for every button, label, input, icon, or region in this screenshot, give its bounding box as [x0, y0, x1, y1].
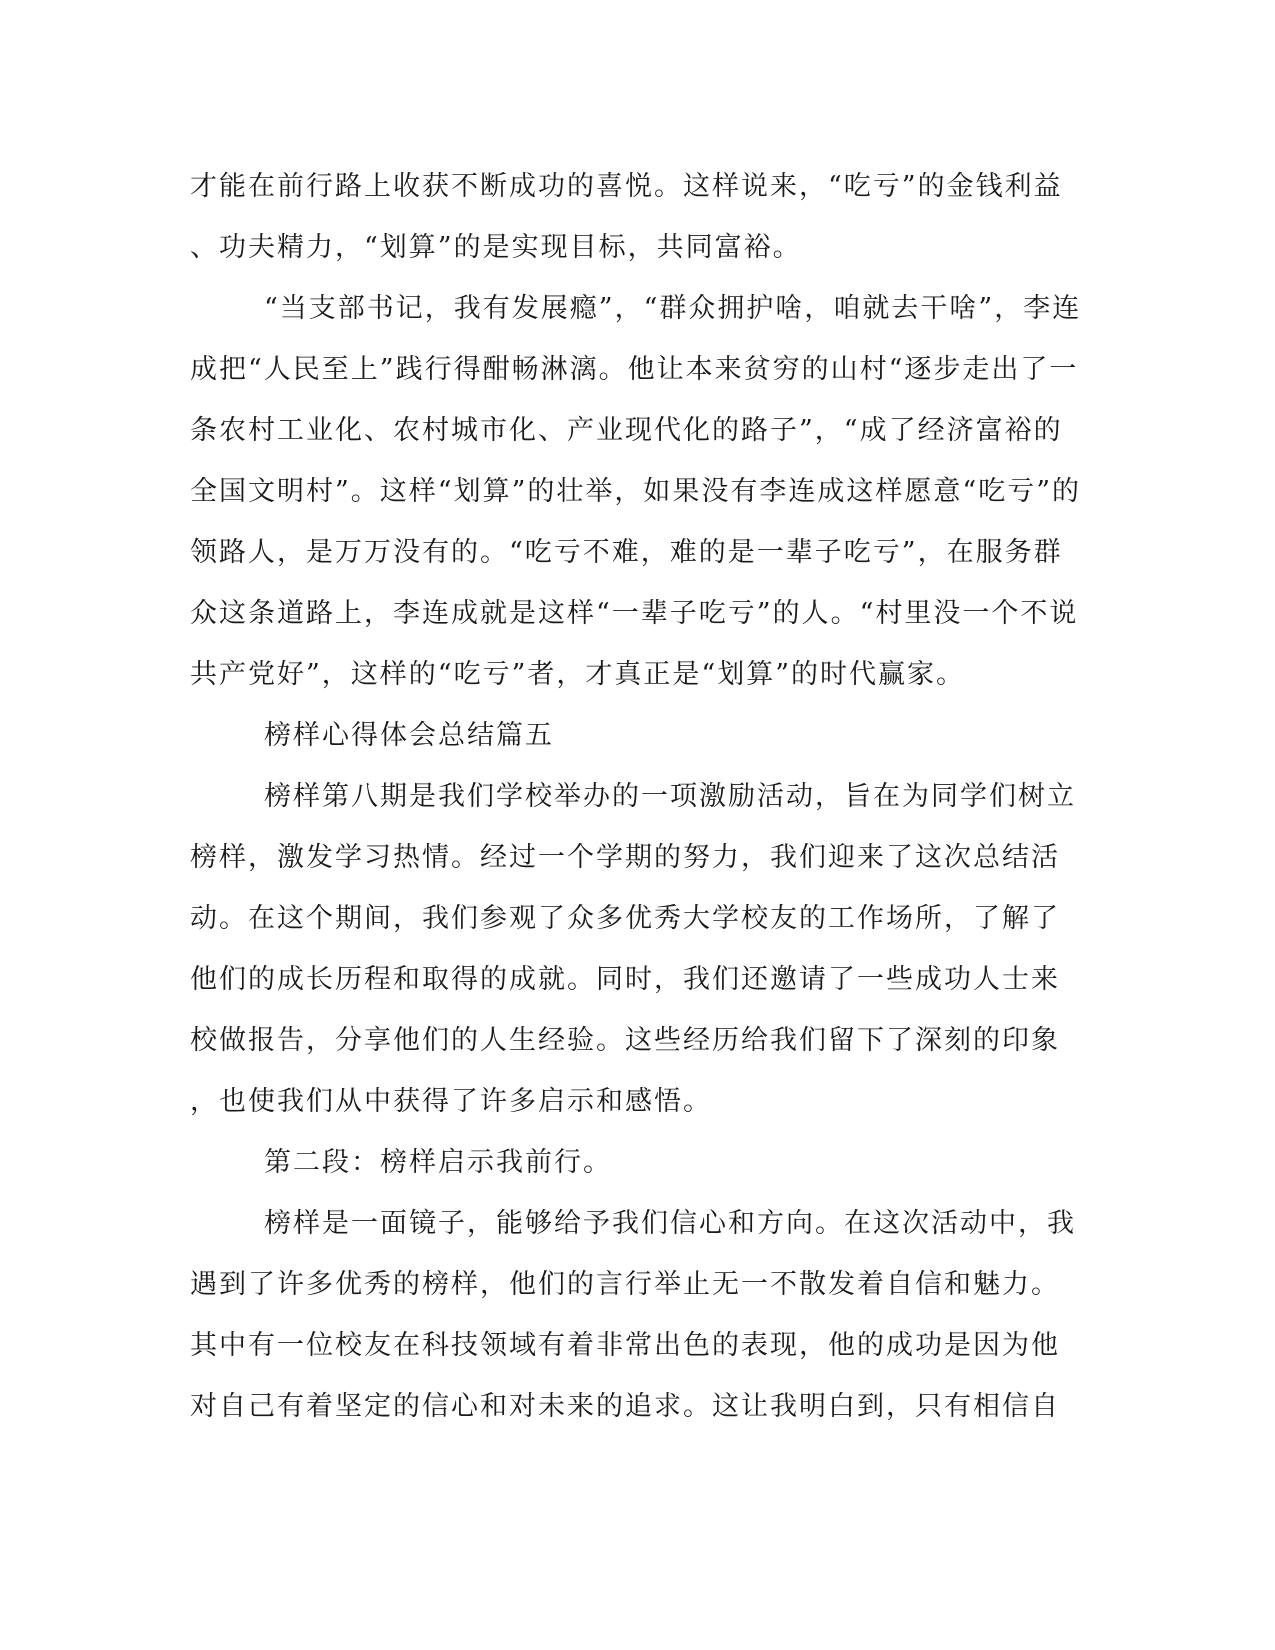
text-line: 校做报告，分享他们的人生经验。这些经历给我们留下了深刻的印象	[190, 1025, 1060, 1056]
document-body	[190, 156, 1090, 1437]
section-subheading: 第二段：榜样启示我前行。	[264, 1147, 612, 1178]
text-line: ，也使我们从中获得了许多启示和感悟。	[190, 1086, 712, 1117]
text-line: 其中有一位校友在科技领域有着非常出色的表现，他的成功是因为他	[190, 1330, 1060, 1361]
text-line: 榜样，激发学习热情。经过一个学期的努力，我们迎来了这次总结活	[190, 842, 1060, 873]
text-line: 、功夫精力，“划算”的是实现目标，共同富裕。	[190, 232, 802, 263]
text-line: 领路人，是万万没有的。“吃亏不难，难的是一辈子吃亏”，在服务群	[190, 537, 1063, 568]
text-line: 全国文明村”。这样“划算”的壮举，如果没有李连成这样愿意“吃亏”的	[190, 476, 1082, 507]
text-line: 动。在这个期间，我们参观了众多优秀大学校友的工作场所，了解了	[190, 903, 1060, 934]
text-line: 才能在前行路上收获不断成功的喜悦。这样说来，“吃亏”的金钱利益	[190, 171, 1063, 202]
text-line: 成把“人民至上”践行得酣畅淋漓。他让本来贫穷的山村“逐步走出了一	[190, 354, 1079, 385]
text-line: 众这条道路上，李连成就是这样“一辈子吃亏”的人。“村里没一个不说	[190, 598, 1079, 629]
text-line: 遇到了许多优秀的榜样，他们的言行举止无一不散发着自信和魅力。	[190, 1269, 1060, 1300]
text-line: 他们的成长历程和取得的成就。同时，我们还邀请了一些成功人士来	[190, 964, 1060, 995]
text-line: 榜样第八期是我们学校举办的一项激励活动，旨在为同学们树立	[264, 781, 1076, 812]
text-line: 共产党好”，这样的“吃亏”者，才真正是“划算”的时代赢家。	[190, 659, 966, 690]
text-line: 条农村工业化、农村城市化、产业现代化的路子”，“成了经济富裕的	[190, 415, 1063, 446]
text-line: 榜样是一面镜子，能够给予我们信心和方向。在这次活动中，我	[264, 1208, 1076, 1239]
section-heading: 榜样心得体会总结篇五	[264, 720, 554, 751]
text-line: “当支部书记，我有发展瘾”，“群众拥护啥，咱就去干啥”，李连	[264, 293, 1082, 324]
text-line: 对自己有着坚定的信心和对未来的追求。这让我明白到，只有相信自	[190, 1391, 1060, 1422]
